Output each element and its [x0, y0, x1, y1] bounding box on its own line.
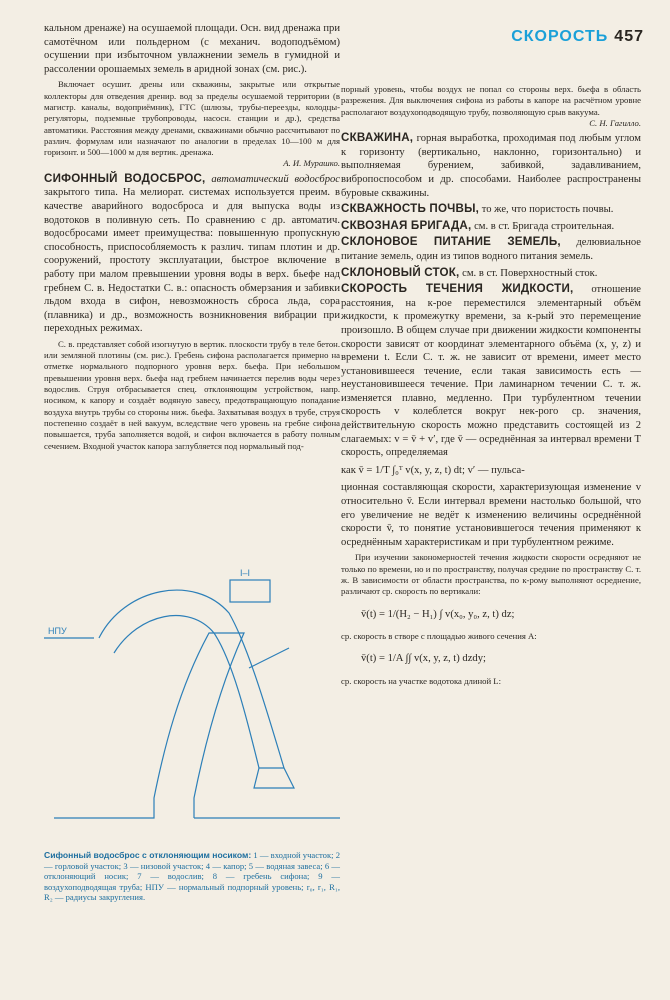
- article-slope-feed: [341, 235, 641, 263]
- article-slope-runoff: [341, 266, 641, 281]
- spatial-averaging-text: При изучении закономерностей течения жидкости скорости осредняют не только по времени, но и по пространству, получая средние по пространству С. т. ж. В зависимости от области пространства, по к-рому выполняют осреднение, различают ср. скорость по вертикали:: [341, 552, 641, 597]
- siphon-continuation: порный уровень, чтобы воздух не попал со стороны верх. бьефа в область разрежения. Для выключения сифона из работы в капоре на расчётном уровне располагают воздухоподводящую трубу, позволяющую срыв вакуума.: [341, 84, 641, 117]
- pipe-outlet: [254, 768, 294, 788]
- formula-section-average: v̄(t) = 1/A ∫∫ v(x, y, z, t) dzdy;: [361, 653, 486, 665]
- figure-caption: [44, 850, 340, 903]
- headword-well: СКВАЖИНА,: [341, 131, 414, 145]
- signature-gagillo: С. Н. Гагилло.: [589, 117, 641, 128]
- running-head: [511, 28, 644, 46]
- headword-slope-runoff: СКЛОНОВЫЙ СТОК,: [341, 265, 460, 279]
- siphon-detail: С. в. представляет собой изогнутую в вертик. плоскости трубу в теле бетон. или земляной плотины (см. рис.). Гребень сифона располагается примерно на отметке нормального подпорного уровня верх. бьефа. При небольшом превышении уровня верх. бьефа над гребнем начинается перелив воды через водослив. Струя отбрасывается спец. отклоняющим устройством, напр. носиком, к капору и создаёт водяную завесу, предотвращающую попадание воздуха внутрь трубы со стороны ниж. бьефа. Захватывая воздух в трубе, струя постепенно создаёт в ней вакуум, вследствие чего уровень на гребне сифона повышается, труба заполняется водой, и сифон включается в работу полным сечением. Входной участок капора заглубляется под нормальный под-: [44, 338, 340, 451]
- dam-body: [54, 633, 244, 818]
- caption-body: 1 — входной участок; 2 — горловой участок; 3 — низовой участок; 4 — капор; 5 — водяная завеса; 6 — отклоняющий носик; 7 — водослив; 8 — гребень сифона; 9 — воздухоподводящая труба; НПУ — нормальный подпорный уровень; r₀, r₁, R₁, R₂ — радиусы закругления.: [44, 850, 340, 903]
- article-brigade: [341, 219, 641, 234]
- headword-slope-feed: СКЛОНОВОЕ ПИТАНИЕ ЗЕМЕЛЬ,: [341, 235, 561, 249]
- slope-runoff-body: см. в ст. Поверхностный сток.: [462, 267, 598, 279]
- flow-velocity-continuation: ционная составляющая скорости, характеризующая изменение v относительно v̄. Если интервал времени настолько большой, что его увеличение не ведёт к изменению величины осреднённой скорости v̄, то понятие установившегося течения применяют к осреднённым характеристикам и при турбулентном режиме.: [341, 482, 641, 548]
- siphon-pipe-inner: [114, 616, 259, 768]
- porosity-body: то же, что пористость почвы.: [481, 204, 614, 216]
- article-flow-velocity: [341, 282, 641, 460]
- article-porosity: [341, 202, 641, 217]
- headword-brigade: СКВОЗНАЯ БРИГАДА,: [341, 218, 472, 232]
- headword-siphon: СИФОННЫЙ ВОДОСБРОС,: [44, 171, 206, 185]
- slope-feed-body: делювиальное питание земель, один из типов водного питания земель.: [341, 237, 641, 262]
- air-tube: [249, 648, 289, 668]
- siphon-figure: [44, 568, 340, 848]
- siphon-synonym: автоматический водосброс: [211, 173, 340, 185]
- left-column: [44, 22, 340, 452]
- article-siphon-spillway: [44, 172, 340, 336]
- formula-time-average: как v̄ = 1/T ∫₀ᵀ v(x, y, z, t) dt; v′ — пульса-: [341, 464, 525, 476]
- siphon-pipe-outer: [99, 590, 284, 768]
- reach-text: ср. скорость на участке водотока длиной L:: [341, 676, 502, 687]
- page-number: 457: [614, 28, 644, 45]
- drainage-detail: Включает осушит. дрены или скважины, закрытые или открытые коллекторы для отведения дренир. вод за пределы осушаемой территории (в магистр. каналы, водоприёмник), ГТС (шлюзы, трубы-переезды, колодцы-регуляторы, подземные трубопроводы, насосн. станции и др.), средства автоматики. Расстояния между дренами, скважинами обычно рассчитывают по различ. формулам или назначают по аналогии в пределах 10—100 м для горизонт. и 500—1000 м для вертик. дренажа.: [44, 79, 340, 158]
- flow-velocity-body: отношение расстояния, на к-рое переместился элементарный объём жидкости, к промежутку времени, за к-рый это перемещение произошло. В общем случае при движении жидкости компоненты скорости зависят от координат элементарного объёма (x, y, z) и времени t. Если С. т. ж. не зависит от времени, имеет место установившееся течение, если такая зависимость есть — неустановившееся течение. При ламинарном течении С. т. ж. изменяется плавно, медленно. При турбулентном течении скорость v колеблется вокруг нек-рого ср. значения, действительную скорость можно представить состоящей из 2 слагаемых: v = v̄ + v′, где v̄ — осреднённая за интервал времени T скорость, определяемая: [341, 284, 641, 459]
- caption-title: Сифонный водосброс с отклоняющим носиком:: [44, 850, 252, 860]
- cross-section-text: ср. скорость в створе с площадью живого сечения A:: [341, 631, 537, 642]
- headword-porosity: СКВАЖНОСТЬ ПОЧВЫ,: [341, 202, 480, 216]
- section-label: I–I: [240, 568, 251, 578]
- brigade-body: см. в ст. Бригада строительная.: [474, 220, 615, 232]
- siphon-body: закрытого типа. На мелиорат. системах используется преим. в качестве аварийного водосброса и для выпуска воды из водотоков в поливную сеть. По сравнению с др. автоматич. водосбросами имеет преимущества: повышенную пропускную способность, приспособляемость к различ. типам плотин и др. сооружений, простоту эксплуатации, быстрое включение в работу при малом превышении уровня воды в верх. бьефе над гребнем С. в. Недостатки С. в.: опасность обмерзания и забивки льдом входа в сифон, невозможность сброса льда, сора (плавника) и др., возможность возникновения вибрации при переходных режимах.: [44, 187, 340, 335]
- intro-paragraph: кальном дренаже) на осушаемой площади. Осн. вид дренажа при самотёчном или польдерном (с механич. водоподъёмом) осушении при избыточном увлажнении земель в гумидной и рассолении орошаемых земель в аридной зонах (см. рис.).: [44, 23, 340, 75]
- well-body: горная выработка, проходимая под любым углом к горизонту (вертикально, наклонно, горизонтально) и выполняемая бурением, забивкой, задавливанием, вибропоспособом и др. способами. Наиболее распространены буровые скважины.: [341, 133, 641, 199]
- headword-flow-velocity: СКОРОСТЬ ТЕЧЕНИЯ ЖИДКОСТИ,: [341, 282, 574, 296]
- right-column: [341, 84, 641, 687]
- running-head-title: СКОРОСТЬ: [511, 28, 609, 45]
- signature-murashko: А. И. Мурашко.: [283, 158, 340, 169]
- npu-label: НПУ: [48, 626, 67, 636]
- article-well: [341, 131, 641, 200]
- formula-vertical-average: v̄(t) = 1/(H₂ − H₁) ∫ v(x₀, y₀, z, t) dz;: [361, 608, 515, 620]
- section-box: [230, 580, 270, 602]
